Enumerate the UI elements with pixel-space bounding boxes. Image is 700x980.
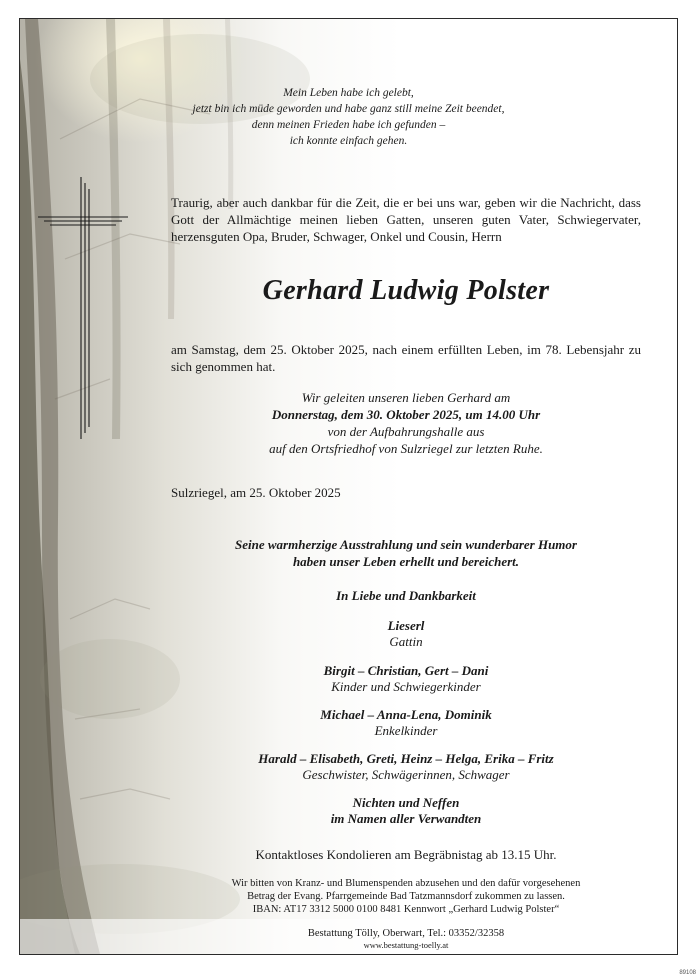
mourner-relation: Kinder und Schwiegerkinder [331,679,481,694]
deceased-name: Gerhard Ludwig Polster [262,275,550,306]
cross-icon [38,177,128,439]
tribute-line: Seine warmherzige Ausstrahlung und sein wunderbarer Humor [235,537,577,552]
tribute-line: haben unser Leben erhellt und bereichert. [292,554,520,569]
poem-line: denn meinen Frieden habe ich gefunden – [251,119,446,131]
mourner-relation: Geschwister, Schwägerinnen, Schwager [302,767,510,782]
poem-line: Mein Leben habe ich gelebt, [283,87,414,99]
mourner-names: Birgit – Christian, Gert – Dani [323,663,489,678]
intro-line: herzensguten Opa, Bruder, Schwager, Onkel und Cousin, Herrn [171,229,502,244]
funeral-cemetery: auf den Ortsfriedhof von Sulzriegel zur letzten Ruhe. [269,441,543,456]
iban-line: IBAN: AT17 3312 5000 0100 8481 Kennwort „Gerhard Ludwig Polster“ [252,904,560,915]
mourner-names: Nichten und Neffen [352,795,460,810]
mourner-relation: Gattin [389,634,423,649]
print-code: 89108 [679,970,696,976]
obituary-page [19,18,678,955]
intro-line: Gott der Allmächtige meinen lieben Gatten, unseren guten Vater, Schwiegervater, [171,212,641,227]
poem-line: ich konnte einfach gehen. [289,135,408,147]
closing-phrase: In Liebe und Dankbarkeit [336,588,476,603]
donation-line: Betrag der Evang. Pfarrgemeinde Bad Tatzmannsdorf zukommen zu lassen. [247,891,565,902]
funeral-location: von der Aufbahrungshalle aus [327,424,485,439]
mourner-relation: Enkelkinder [374,723,438,738]
death-notice-line: am Samstag, dem 25. Oktober 2025, nach einem erfüllten Leben, im 78. Lebensjahr zu [171,342,641,357]
condolence-note: Kontaktloses Kondolieren am Begräbnistag ab 13.15 Uhr. [255,847,557,862]
poem-line: jetzt bin ich müde geworden und habe ganz still meine Zeit beendet, [192,103,505,115]
mourner-names: Lieserl [387,618,425,633]
obituary-content [20,19,677,954]
mourner-names: Michael – Anna-Lena, Dominik [320,707,492,722]
place-date: Sulzriegel, am 25. Oktober 2025 [171,485,341,500]
death-notice-line: sich genommen hat. [171,359,276,374]
donation-line: Wir bitten von Kranz- und Blumenspenden abzusehen und den dafür vorgesehenen [231,878,581,889]
mourner-names: Harald – Elisabeth, Greti, Heinz – Helga, Erika – Fritz [258,751,554,766]
intro-line: Traurig, aber auch dankbar für die Zeit, die er bei uns war, geben wir die Nachricht, dass [171,195,641,210]
mourner-relation: im Namen aller Verwandten [330,811,482,826]
undertaker-website[interactable]: www.bestattung-toelly.at [363,940,449,950]
funeral-date: Donnerstag, dem 30. Oktober 2025, um 14.00 Uhr [271,407,541,422]
undertaker-info: Bestattung Tölly, Oberwart, Tel.: 03352/32358 [307,928,505,939]
funeral-intro: Wir geleiten unseren lieben Gerhard am [301,390,511,405]
